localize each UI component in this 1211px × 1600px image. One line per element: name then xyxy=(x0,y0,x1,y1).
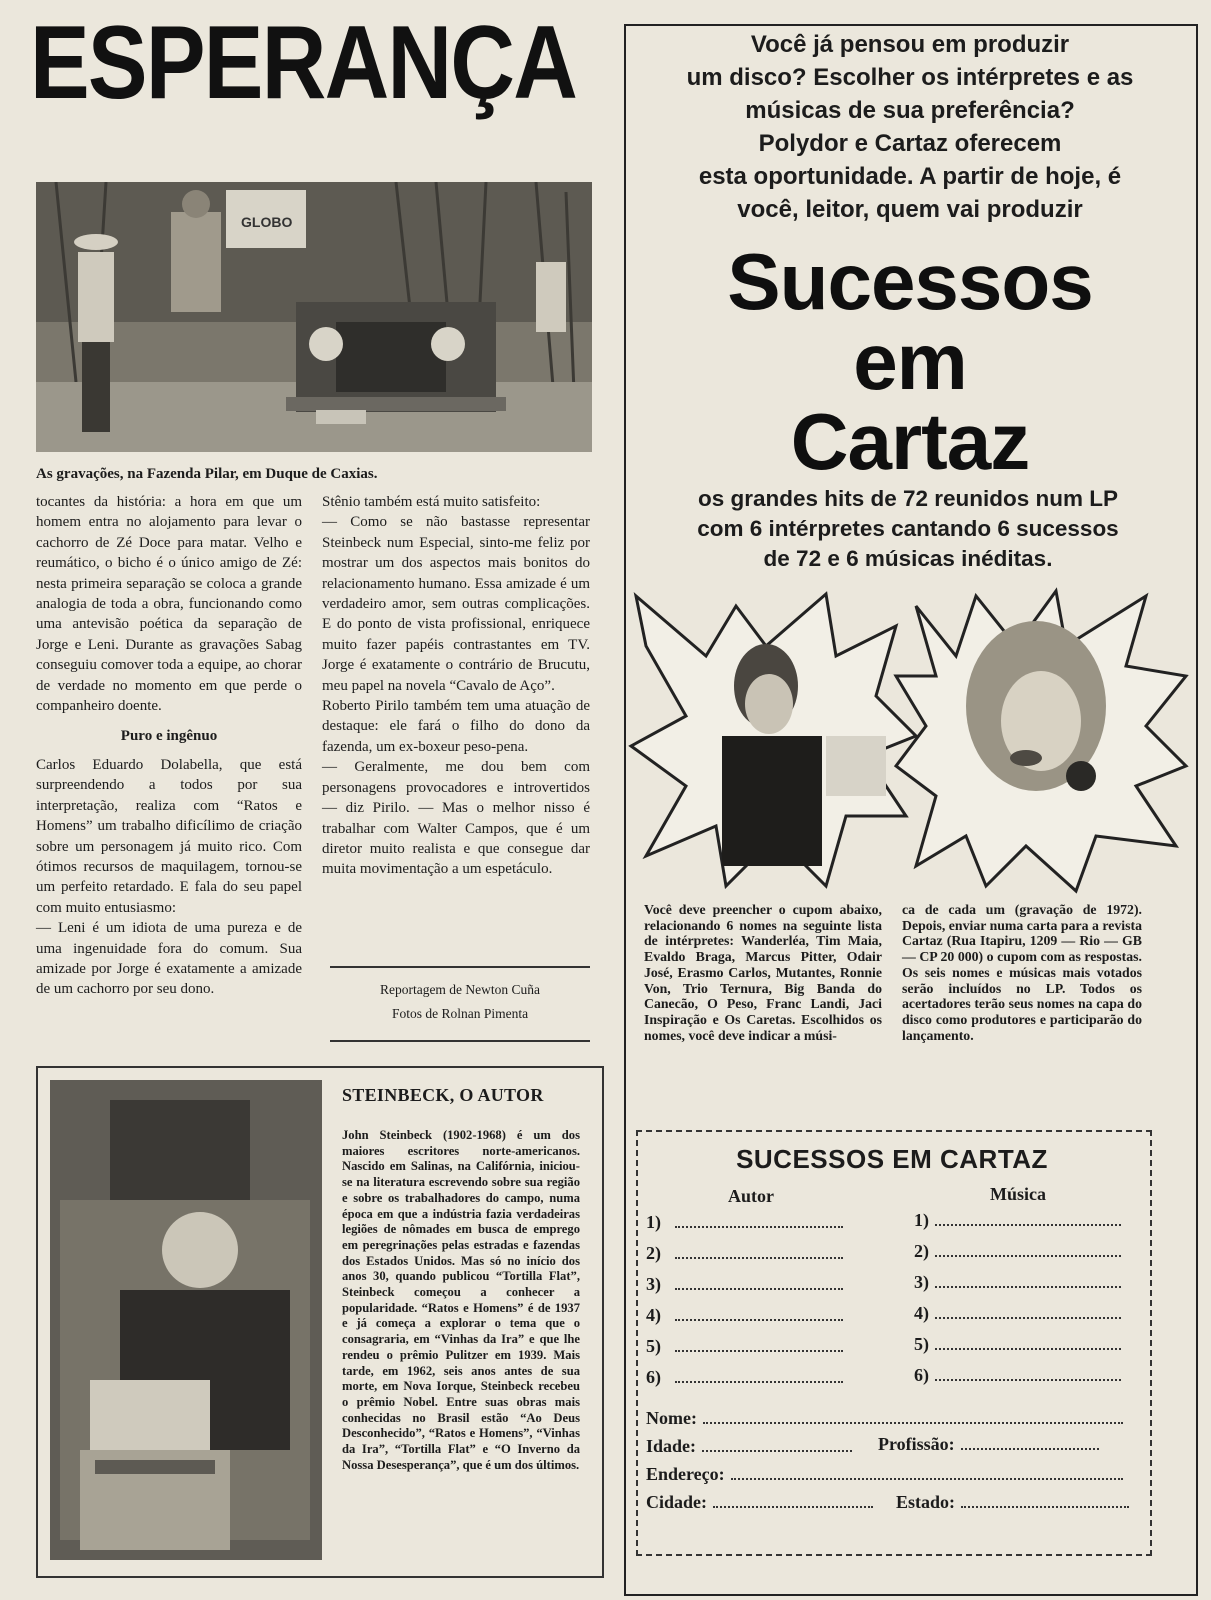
divider-bottom xyxy=(330,1040,590,1042)
coupon-author-field[interactable] xyxy=(646,1274,843,1295)
ad-subtitle xyxy=(628,484,1188,574)
article-paragraph: Stênio também está muito satisfeito: xyxy=(322,494,541,510)
ad-intro xyxy=(640,28,1180,226)
coupon-address-field[interactable] xyxy=(646,1464,1123,1485)
instructions-col-1: Você deve preencher o cupom abaixo, relacionando 6 nomes na seguinte lista de intérpretes: Wanderléa, Tim Maia, Evaldo Braga, Marcus Pitter, Odair José, Erasmo Carlos, Mutantes, Ronnie Von, Trio Ternura, Big Banda do Canecão, O Peso, Franc Landi, Jaci Inspiração e Os Caretas. Escolhidos os nomes, você deve indicar a músi- xyxy=(644,902,882,1043)
ad-title-line: em xyxy=(853,317,967,406)
coupon-author-field[interactable] xyxy=(646,1367,843,1388)
article-paragraph: Roberto Pirilo também tem uma atuação de destaque: ele fará o filho do dono da fazenda, um ex-boxeur peso-pena. xyxy=(322,698,590,755)
article-column-1 xyxy=(36,492,302,1000)
ad-title-line: Sucessos xyxy=(727,237,1093,326)
row-number: 2) xyxy=(914,1241,929,1261)
coupon-author-field[interactable] xyxy=(646,1305,843,1326)
address-label: Endereço: xyxy=(646,1464,725,1484)
starburst-photos xyxy=(626,586,1192,896)
row-number: 2) xyxy=(646,1243,661,1263)
ad-intro-line: um disco? Escolher os intérpretes e as xyxy=(686,64,1134,91)
ad-subtitle-line: os grandes hits de 72 reunidos num LP xyxy=(697,486,1119,511)
ad-intro-line: você, leitor, quem vai produzir xyxy=(737,196,1083,223)
coupon-song-header: Música xyxy=(990,1184,1046,1204)
ad-intro-line: Polydor e Cartaz oferecem xyxy=(758,130,1062,157)
coupon-author-field[interactable] xyxy=(646,1212,843,1233)
ad-intro-line: esta oportunidade. A partir de hoje, é xyxy=(698,163,1122,190)
coupon-name-field[interactable] xyxy=(646,1408,1123,1429)
sidebar-body: John Steinbeck (1902-1968) é um dos maiores escritores norte-americanos. Nascido em Salinas, na Califórnia, iniciou-se na literatura escrevendo sobre sua região e sobre os trabalhadores do campo, numa época em que a indústria fazia verdadeiras legiões de nômades em busca de emprego em peregrinações pelas estradas e fazendas dos Estados Unidos. Mas só no início dos anos 30, quando publicou “Tortilla Flat”, Steinbeck começou a conhecer a popularidade. “Ratos e Homens” é de 1937 e já começa a explorar o tema que o consagraria, em “Vinhas da Ira” e que lhe rendeu o prêmio Pulitzer em 1939. Mais tarde, em 1962, seis anos antes de sua morte, em Nova Iorque, Steinbeck recebeu o prêmio Nobel. Entre suas obras mais conhecidas no Brasil estão “Ao Deus Desconhecido”, “Ratos e Homens”, “Vinhas da Ira”, “Tortilla Flat” e “O Inverno da Nossa Desesperança”, que é um dos últimos. xyxy=(342,1128,580,1472)
article-paragraph: — Leni é um idiota de uma pureza e de uma ingenuidade fora do comum. Sua amizade por Jorge é exatamente a amizade de um cachorro por seu dono. xyxy=(36,920,302,998)
profession-label: Profissão: xyxy=(878,1434,955,1454)
row-number: 3) xyxy=(646,1274,661,1294)
state-label: Estado: xyxy=(896,1492,956,1512)
article-subheading: Puro e ingênuo xyxy=(120,728,218,745)
row-number: 4) xyxy=(914,1303,929,1323)
name-label: Nome: xyxy=(646,1408,697,1428)
row-number: 6) xyxy=(914,1365,929,1385)
coupon-song-field[interactable] xyxy=(914,1210,1121,1231)
coupon-city-field[interactable] xyxy=(646,1492,873,1513)
article-paragraph: — Como se não bastasse representar Steinbeck num Especial, sinto-me feliz por mostrar um dos aspectos mais bonitos do relacionamento humano. Essa amizade é um verdadeiro amor, sem outras complicações. E do ponto de vista profissional, enriquece muito fazer papéis contrastantes em TV. Jorge é exatamente o contrário de Brucutu, meu papel na novela “Cavalo de Aço”. xyxy=(322,514,590,694)
coupon-song-field[interactable] xyxy=(914,1334,1121,1355)
row-number: 4) xyxy=(646,1305,661,1325)
row-number: 1) xyxy=(914,1210,929,1230)
article-column-2 xyxy=(322,492,590,880)
credit-photos: Fotos de Rolnan Pimenta xyxy=(391,1006,529,1021)
divider-top xyxy=(330,966,590,968)
globo-label: GLOBO xyxy=(241,214,293,230)
row-number: 5) xyxy=(914,1334,929,1354)
coupon-profession-field[interactable] xyxy=(878,1434,1099,1455)
ad-title-line: Cartaz xyxy=(790,397,1030,486)
ad-intro-line: Você já pensou em produzir xyxy=(750,31,1070,58)
ad-subtitle-line: de 72 e 6 músicas inéditas. xyxy=(763,546,1053,571)
row-number: 5) xyxy=(646,1336,661,1356)
row-number: 6) xyxy=(646,1367,661,1387)
filming-photo xyxy=(36,182,592,452)
row-number: 1) xyxy=(646,1212,661,1232)
photo-caption: As gravações, na Fazenda Pilar, em Duque de Caxias. xyxy=(36,466,378,482)
coupon-song-field[interactable] xyxy=(914,1241,1121,1262)
age-label: Idade: xyxy=(646,1436,697,1456)
credit-report: Reportagem de Newton Cuña xyxy=(379,982,541,997)
coupon-state-field[interactable] xyxy=(896,1492,1129,1513)
coupon-song-field[interactable] xyxy=(914,1272,1121,1293)
coupon-song-field[interactable] xyxy=(914,1303,1121,1324)
coupon-age-field[interactable] xyxy=(646,1436,852,1457)
coupon-author-field[interactable] xyxy=(646,1336,843,1357)
headline: ESPERANÇA xyxy=(30,5,577,121)
coupon-author-field[interactable] xyxy=(646,1243,843,1264)
coupon-song-field[interactable] xyxy=(914,1365,1121,1386)
row-number: 3) xyxy=(914,1272,929,1292)
article-paragraph: — Geralmente, me dou bem com personagens provocadores e introvertidos — diz Pirilo. — Mas o melhor nisso é trabalhar com Walter Campos, que é um diretor muito realista e que consegue dar muita movimentação a um espetáculo. xyxy=(322,759,590,878)
coupon-author-header: Autor xyxy=(728,1186,774,1206)
article-paragraph: Carlos Eduardo Dolabella, que está surpreendendo a todos por sua interpretação, realiza com “Ratos e Homens” um trabalho dificílimo de criação sobre um personagem já muito rico. Com ótimos recursos de maquilagem, tornou-se um perfeito retardado. E fala do seu papel com muito entusiasmo: xyxy=(36,756,302,916)
sidebar-title: STEINBECK, O AUTOR xyxy=(342,1085,544,1105)
steinbeck-photo xyxy=(50,1080,322,1560)
article-paragraph: tocantes da história: a hora em que um homem entra no alojamento para levar o cachorro de Zé Doce para matar. Velho e reumático, o bicho é o único amigo de Zé: nesta primeira separação se coloca a grande analogia de toda a obra, funcionando como uma antevisão poética da separação de Jorge e Leni. Durante as gravações Sabag conseguiu comover toda a equipe, ao chorar de verdade no momento em que perde o companheiro doente. xyxy=(36,494,302,715)
ad-subtitle-line: com 6 intérpretes cantando 6 sucessos xyxy=(697,516,1119,541)
city-label: Cidade: xyxy=(646,1492,708,1512)
coupon-title: SUCESSOS EM CARTAZ xyxy=(736,1144,1048,1174)
ad-intro-line: músicas de sua preferência? xyxy=(745,97,1075,124)
instructions-col-2: ca de cada um (gravação de 1972). Depois, enviar numa carta para a revista Cartaz (Rua Itapiru, 1209 — Rio — GB — CP 20 000) o cupom com as respostas. Os seis nomes e músicas mais votados serão incluídos no LP. Todos os acertadores terão seus nomes na capa do disco como produtores e participarão do lançamento. xyxy=(902,902,1142,1043)
